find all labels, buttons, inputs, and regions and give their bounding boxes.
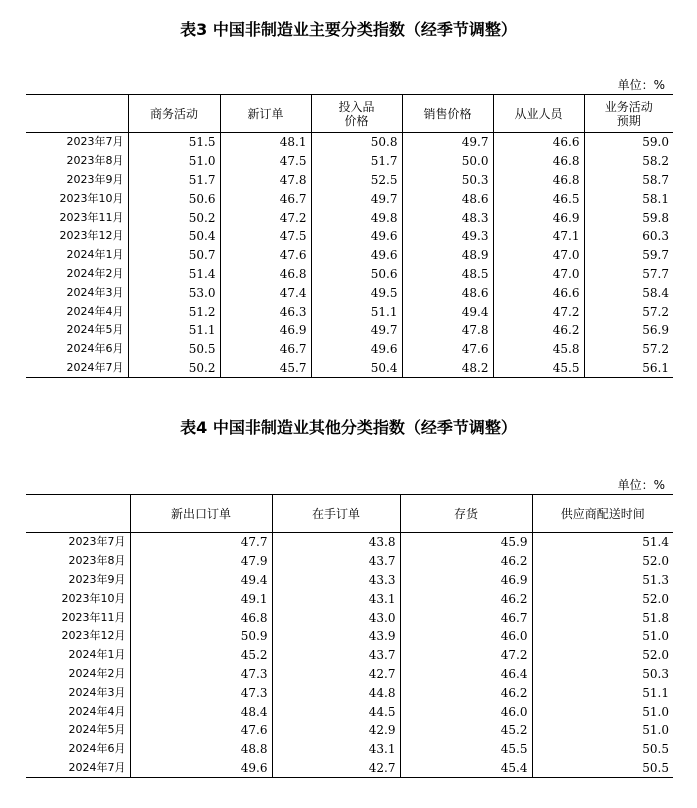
value-cell: 51.3: [532, 571, 673, 590]
month-cell: 2024年3月: [66, 285, 124, 299]
month-cell: 2023年9月: [68, 572, 126, 586]
value-cell: 56.9: [584, 321, 673, 340]
value-cell: 47.1: [493, 227, 584, 246]
month-cell: 2023年12月: [59, 229, 124, 243]
value-cell: 58.7: [584, 171, 673, 190]
value-cell: 50.2: [128, 359, 220, 378]
value-cell: 48.5: [402, 265, 493, 284]
value-cell: 47.2: [493, 302, 584, 321]
month-cell: 2023年8月: [68, 554, 126, 568]
table-row: [26, 246, 673, 265]
value-cell: 45.9: [400, 533, 532, 552]
value-cell: 57.2: [584, 302, 673, 321]
table-row: [26, 683, 673, 702]
value-cell: 43.9: [272, 627, 400, 646]
month-cell: 2023年7月: [66, 135, 124, 149]
table-row: [26, 533, 673, 552]
table4-unit: 单位：%: [617, 478, 665, 492]
value-cell: 48.6: [402, 283, 493, 302]
table4-body: [26, 533, 673, 778]
value-cell: 46.2: [400, 683, 532, 702]
value-cell: 47.6: [130, 721, 272, 740]
value-cell: 45.2: [400, 721, 532, 740]
value-cell: 49.6: [311, 227, 402, 246]
month-cell: 2024年5月: [68, 723, 126, 737]
table-row: [26, 321, 673, 340]
value-cell: 48.4: [130, 702, 272, 721]
table4-header-cell: 新出口订单: [130, 495, 272, 533]
table3-header-cell: 新订单: [220, 95, 311, 133]
month-cell: 2023年11月: [59, 210, 124, 224]
value-cell: 59.7: [584, 246, 673, 265]
table-row: [26, 571, 673, 590]
table-row: [26, 152, 673, 171]
month-cell: 2024年5月: [66, 323, 124, 337]
table3-header-cell: [26, 95, 128, 133]
value-cell: 50.5: [128, 340, 220, 359]
value-cell: 51.0: [128, 152, 220, 171]
value-cell: 52.5: [311, 171, 402, 190]
month-cell: 2024年6月: [68, 742, 126, 756]
value-cell: 43.0: [272, 608, 400, 627]
value-cell: 47.4: [220, 283, 311, 302]
value-cell: 46.8: [220, 265, 311, 284]
value-cell: 58.2: [584, 152, 673, 171]
value-cell: 46.2: [400, 552, 532, 571]
month-cell: 2024年6月: [66, 342, 124, 356]
value-cell: 43.7: [272, 552, 400, 571]
value-cell: 46.4: [400, 665, 532, 684]
month-cell: 2024年2月: [68, 666, 126, 680]
value-cell: 48.2: [402, 359, 493, 378]
month-cell: 2023年7月: [68, 535, 126, 549]
value-cell: 45.8: [493, 340, 584, 359]
table-row: [26, 189, 673, 208]
table4: [26, 494, 673, 778]
value-cell: 43.1: [272, 740, 400, 759]
month-cell: 2024年2月: [66, 266, 124, 280]
month-cell: 2023年9月: [66, 172, 124, 186]
value-cell: 51.1: [532, 683, 673, 702]
value-cell: 51.7: [311, 152, 402, 171]
value-cell: 47.2: [400, 646, 532, 665]
value-cell: 51.7: [128, 171, 220, 190]
table-row: [26, 133, 673, 152]
month-cell: 2024年7月: [68, 760, 126, 774]
value-cell: 49.3: [402, 227, 493, 246]
month-cell: 2024年4月: [68, 704, 126, 718]
table-row: [26, 627, 673, 646]
value-cell: 50.3: [402, 171, 493, 190]
value-cell: 50.6: [128, 189, 220, 208]
month-cell: 2024年7月: [66, 360, 124, 374]
value-cell: 45.4: [400, 759, 532, 778]
value-cell: 47.9: [130, 552, 272, 571]
value-cell: 42.9: [272, 721, 400, 740]
month-cell: 2023年12月: [61, 629, 126, 643]
value-cell: 46.2: [400, 589, 532, 608]
value-cell: 52.0: [532, 646, 673, 665]
value-cell: 50.0: [402, 152, 493, 171]
value-cell: 47.2: [220, 208, 311, 227]
value-cell: 50.8: [311, 133, 402, 152]
value-cell: 53.0: [128, 283, 220, 302]
table-row: [26, 340, 673, 359]
table4-header-cell: 存货: [400, 495, 532, 533]
value-cell: 43.3: [272, 571, 400, 590]
value-cell: 51.0: [532, 702, 673, 721]
value-cell: 51.5: [128, 133, 220, 152]
value-cell: 47.0: [493, 265, 584, 284]
value-cell: 57.7: [584, 265, 673, 284]
value-cell: 46.9: [220, 321, 311, 340]
value-cell: 42.7: [272, 759, 400, 778]
value-cell: 46.6: [493, 133, 584, 152]
table4-header-cell: 供应商配送时间: [532, 495, 673, 533]
table3-header-cell: 投入品 价格: [311, 95, 402, 133]
value-cell: 51.1: [128, 321, 220, 340]
table3-title: 表3 中国非制造业主要分类指数（经季节调整）: [180, 20, 517, 39]
month-cell: 2024年4月: [66, 304, 124, 318]
value-cell: 45.5: [493, 359, 584, 378]
value-cell: 46.5: [493, 189, 584, 208]
table-row: [26, 702, 673, 721]
value-cell: 49.6: [130, 759, 272, 778]
value-cell: 50.5: [532, 740, 673, 759]
table3-body: [26, 133, 673, 378]
table-row: [26, 759, 673, 778]
value-cell: 46.7: [220, 340, 311, 359]
value-cell: 49.6: [311, 246, 402, 265]
table-row: [26, 665, 673, 684]
value-cell: 45.7: [220, 359, 311, 378]
table-row: [26, 721, 673, 740]
value-cell: 50.2: [128, 208, 220, 227]
table-row: [26, 302, 673, 321]
table3-header-cell: 从业人员: [493, 95, 584, 133]
month-cell: 2023年11月: [61, 610, 126, 624]
table-row: [26, 208, 673, 227]
month-cell: 2024年1月: [68, 648, 126, 662]
value-cell: 60.3: [584, 227, 673, 246]
value-cell: 49.1: [130, 589, 272, 608]
value-cell: 47.8: [402, 321, 493, 340]
value-cell: 51.4: [532, 533, 673, 552]
value-cell: 49.5: [311, 283, 402, 302]
value-cell: 50.5: [532, 759, 673, 778]
value-cell: 43.7: [272, 646, 400, 665]
value-cell: 44.8: [272, 683, 400, 702]
value-cell: 46.9: [400, 571, 532, 590]
value-cell: 48.3: [402, 208, 493, 227]
value-cell: 43.1: [272, 589, 400, 608]
value-cell: 49.7: [311, 321, 402, 340]
value-cell: 50.3: [532, 665, 673, 684]
value-cell: 56.1: [584, 359, 673, 378]
value-cell: 47.8: [220, 171, 311, 190]
table-row: [26, 740, 673, 759]
value-cell: 59.0: [584, 133, 673, 152]
month-cell: 2023年10月: [59, 191, 124, 205]
table-row: [26, 589, 673, 608]
table-row: [26, 552, 673, 571]
value-cell: 47.3: [130, 665, 272, 684]
value-cell: 47.5: [220, 227, 311, 246]
value-cell: 45.5: [400, 740, 532, 759]
value-cell: 49.6: [311, 340, 402, 359]
month-cell: 2024年3月: [68, 685, 126, 699]
value-cell: 59.8: [584, 208, 673, 227]
table4-header-row: [26, 495, 673, 533]
value-cell: 49.7: [311, 189, 402, 208]
value-cell: 45.2: [130, 646, 272, 665]
table-row: [26, 359, 673, 378]
value-cell: 46.0: [400, 702, 532, 721]
value-cell: 51.0: [532, 721, 673, 740]
value-cell: 47.6: [220, 246, 311, 265]
value-cell: 50.4: [311, 359, 402, 378]
table-row: [26, 265, 673, 284]
value-cell: 50.6: [311, 265, 402, 284]
value-cell: 42.7: [272, 665, 400, 684]
value-cell: 46.6: [493, 283, 584, 302]
value-cell: 46.2: [493, 321, 584, 340]
value-cell: 50.7: [128, 246, 220, 265]
table4-header-cell: 在手订单: [272, 495, 400, 533]
value-cell: 51.1: [311, 302, 402, 321]
table4-title: 表4 中国非制造业其他分类指数（经季节调整）: [180, 418, 517, 437]
value-cell: 58.4: [584, 283, 673, 302]
value-cell: 46.7: [220, 189, 311, 208]
value-cell: 47.3: [130, 683, 272, 702]
value-cell: 51.0: [532, 627, 673, 646]
table-row: [26, 646, 673, 665]
table3-header-cell: 销售价格: [402, 95, 493, 133]
value-cell: 46.7: [400, 608, 532, 627]
value-cell: 58.1: [584, 189, 673, 208]
value-cell: 46.8: [493, 171, 584, 190]
table-row: [26, 171, 673, 190]
value-cell: 46.3: [220, 302, 311, 321]
value-cell: 46.0: [400, 627, 532, 646]
month-cell: 2024年1月: [66, 248, 124, 262]
value-cell: 52.0: [532, 589, 673, 608]
table-row: [26, 227, 673, 246]
month-cell: 2023年10月: [61, 591, 126, 605]
value-cell: 48.1: [220, 133, 311, 152]
value-cell: 50.4: [128, 227, 220, 246]
value-cell: 47.6: [402, 340, 493, 359]
value-cell: 48.8: [130, 740, 272, 759]
value-cell: 43.8: [272, 533, 400, 552]
value-cell: 47.7: [130, 533, 272, 552]
value-cell: 52.0: [532, 552, 673, 571]
table3-unit: 单位：%: [617, 78, 665, 92]
value-cell: 51.8: [532, 608, 673, 627]
value-cell: 48.9: [402, 246, 493, 265]
value-cell: 49.4: [402, 302, 493, 321]
value-cell: 47.5: [220, 152, 311, 171]
table3: [26, 94, 673, 378]
table3-header-row: [26, 95, 673, 133]
month-cell: 2023年8月: [66, 154, 124, 168]
table3-header-cell: 业务活动 预期: [584, 95, 673, 133]
value-cell: 49.4: [130, 571, 272, 590]
table4-header-cell: [26, 495, 130, 533]
value-cell: 47.0: [493, 246, 584, 265]
value-cell: 48.6: [402, 189, 493, 208]
value-cell: 46.8: [130, 608, 272, 627]
value-cell: 49.7: [402, 133, 493, 152]
value-cell: 50.9: [130, 627, 272, 646]
value-cell: 49.8: [311, 208, 402, 227]
value-cell: 57.2: [584, 340, 673, 359]
value-cell: 46.9: [493, 208, 584, 227]
table-row: [26, 608, 673, 627]
value-cell: 51.4: [128, 265, 220, 284]
value-cell: 44.5: [272, 702, 400, 721]
value-cell: 51.2: [128, 302, 220, 321]
value-cell: 46.8: [493, 152, 584, 171]
table3-header-cell: 商务活动: [128, 95, 220, 133]
table-row: [26, 283, 673, 302]
